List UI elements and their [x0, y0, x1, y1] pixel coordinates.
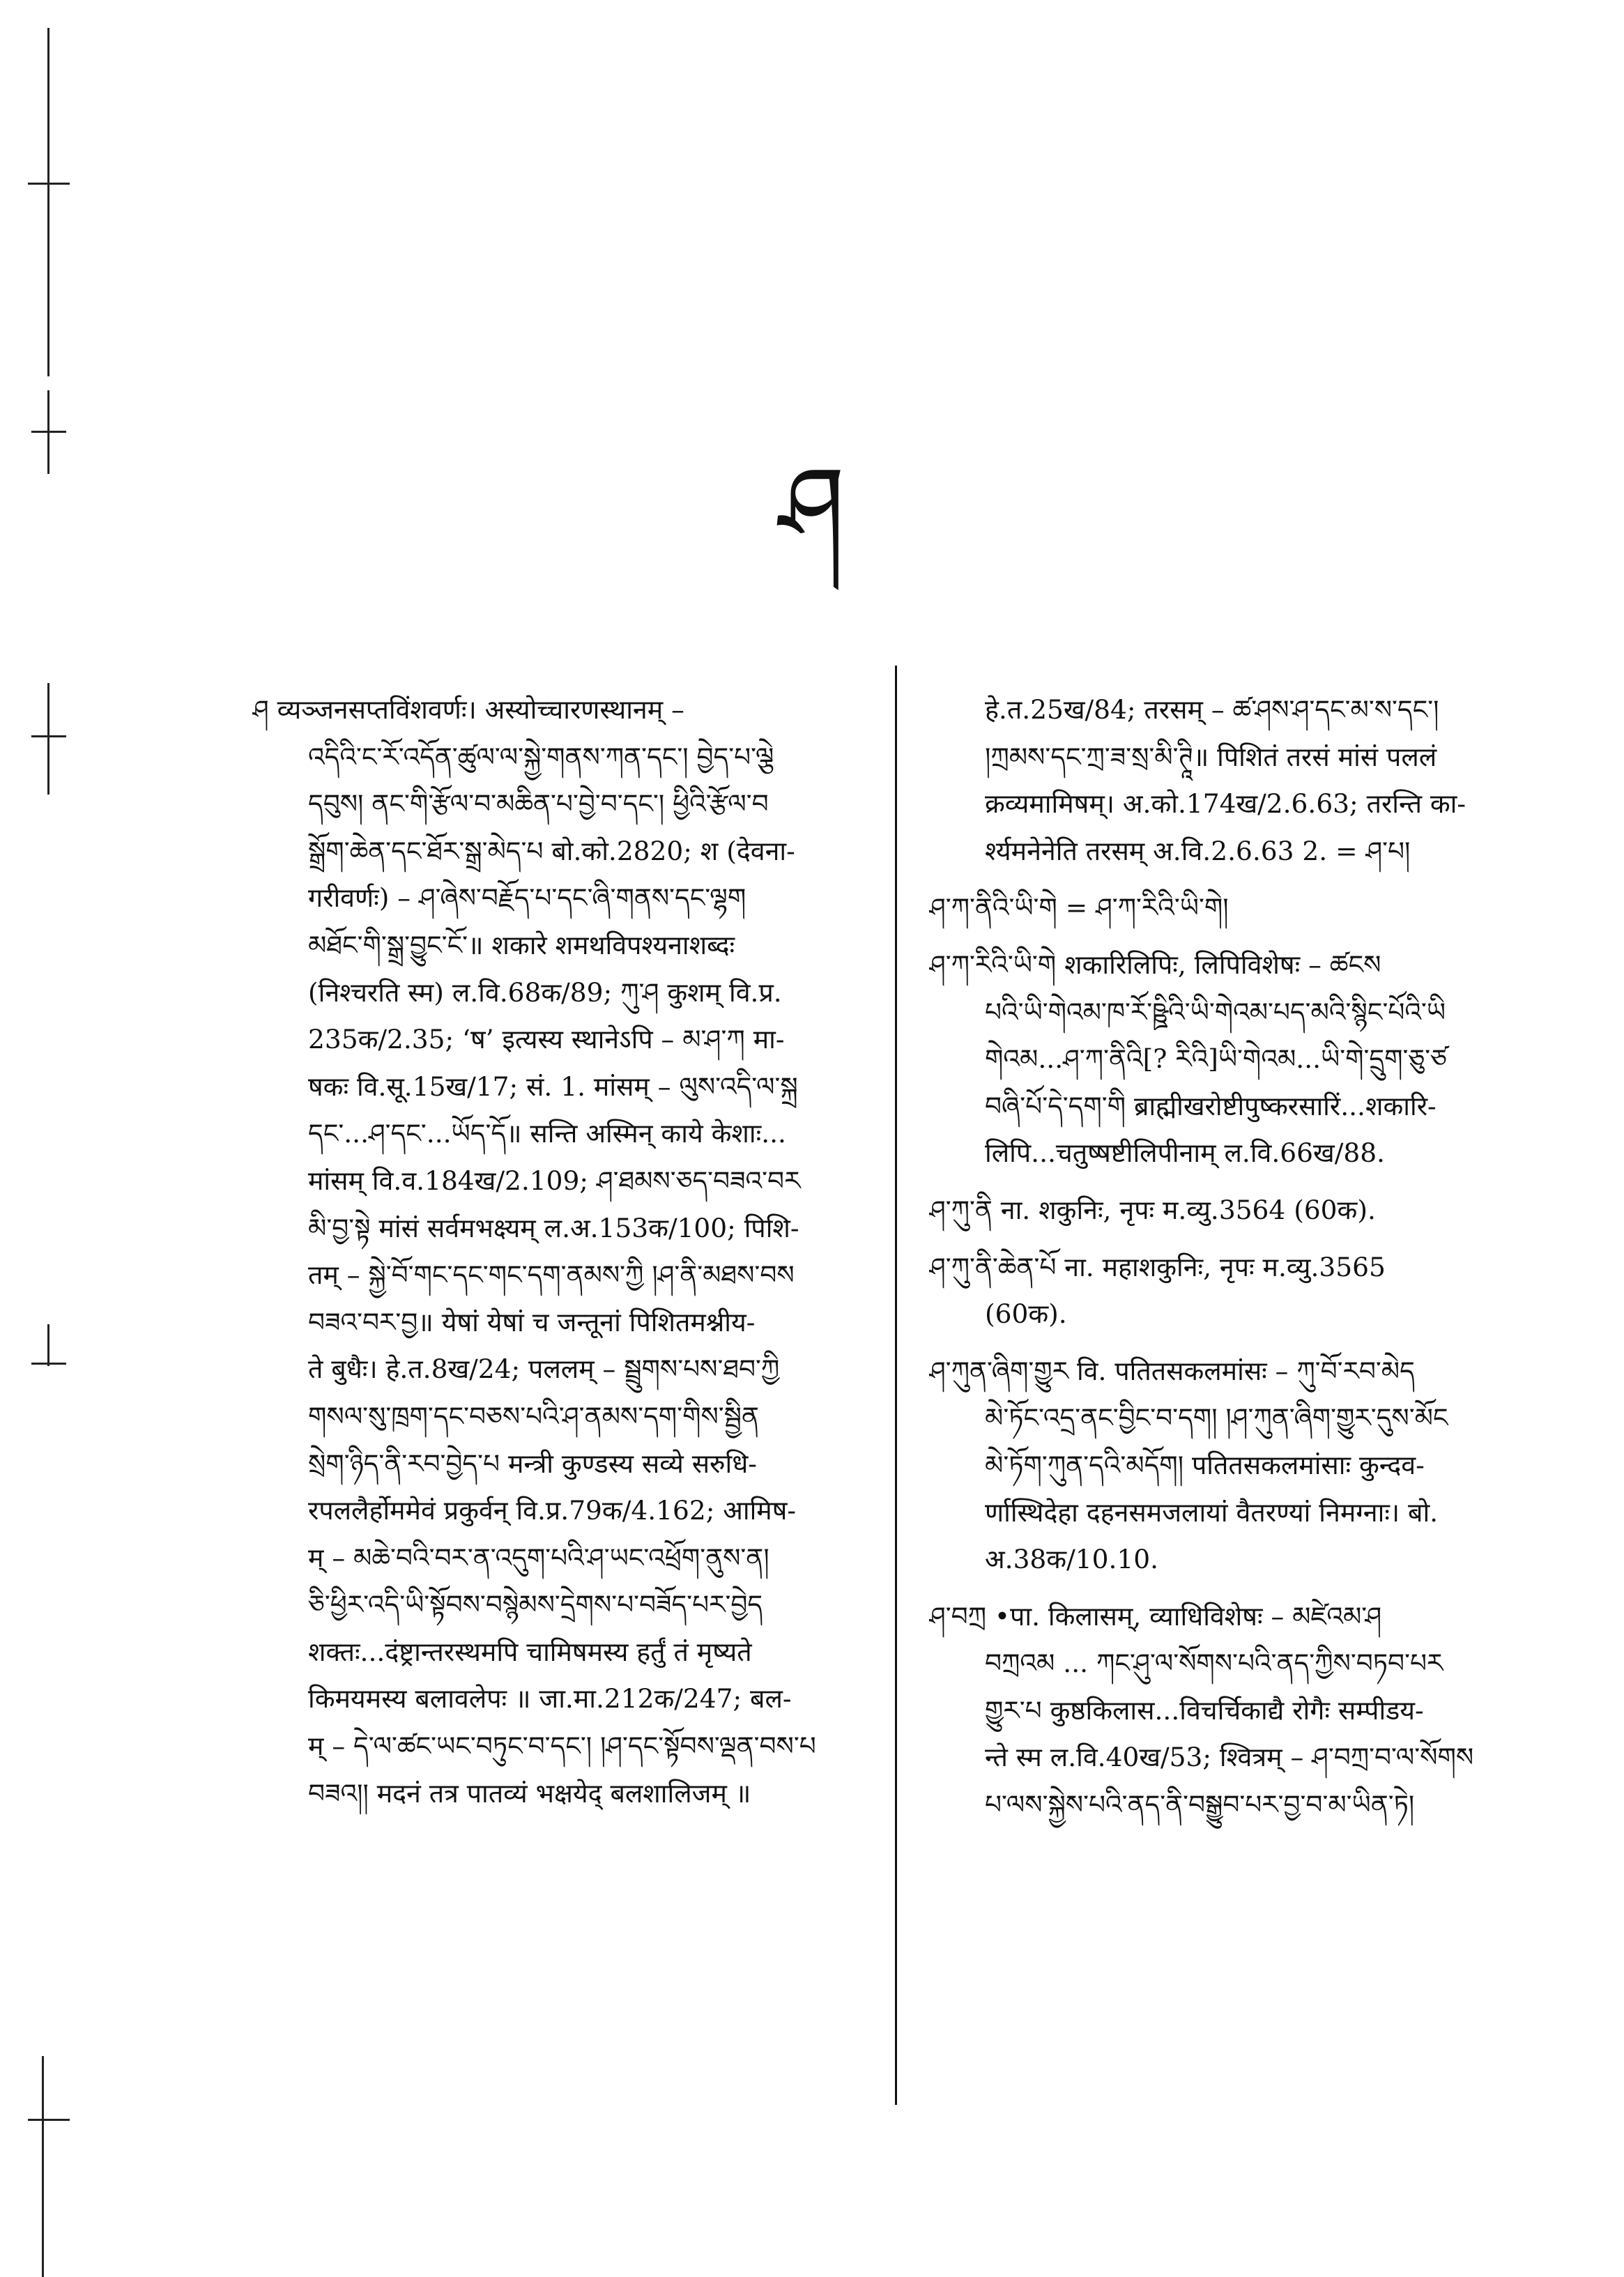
text-line: པའི་ཡི་གེའམ་ཁ་རོ་ཥྛིའི་ཡི་གེའམ་པད་མའི་སྙིང་པོའི་ཡི	[985, 996, 1446, 1027]
text-line: གསལ་སུ་ཁྲག་དང་བཅས་པའི་ཤ་ནམས་དག་གིས་སྦྱིན	[308, 1400, 759, 1432]
text-line: །ཀྲམས་དང་ཀྲ་ཟ་སྲ་མི་ཊཱི॥ पिशितं तरसं मांसं पललं	[985, 741, 1437, 772]
entry-line: ཤ་ཀུ་ནི ना. शकुनिः, नृपः म.व्यु.3564 (60क).	[929, 1194, 1376, 1225]
margin-rule	[42, 2056, 44, 2277]
text-line: रपललैर्होममेवं प्रकुर्वन् वि.प्र.79क/4.162; आमिष-	[308, 1495, 797, 1526]
left-column	[252, 687, 866, 1817]
entry-line: ཤ་བཀྲ •पा. किलासम्, व्याधिविशेषः – མཛེའམ་ཤ	[929, 1600, 1382, 1632]
margin-rule	[47, 683, 49, 795]
right-column	[929, 687, 1542, 1829]
text-line: किमयमस्य बलावलेपः ॥ जा.मा.212क/247; बल-	[308, 1683, 792, 1715]
text-line: ते बुधैः। हे.त.8ख/24; पललम् – སྦྲུགས་པས་ཐབ་ཀྱི	[308, 1354, 780, 1385]
text-line: शक्तः...दंष्ट्रान्तरस्थमपि चामिषमस्य हर्तुं तं मृष्यते	[308, 1636, 752, 1667]
text-line: गरीवर्णः) – ཤ་ཞེས་བརྗོད་པ་དང་ཞི་གནས་དང་ལྷག	[308, 882, 746, 914]
text-line: न्ते स्म ल.वि.40ख/53; श्वित्रम् – ཤ་བཀྲ་བ་ལ་སོགས	[985, 1742, 1474, 1773]
text-line: ཅི་ཕྱིར་འདི་ཡི་སྟོབས་བསྙེམས་དྲེགས་པ་བཟོད་པར་བྱེད	[308, 1589, 763, 1620]
margin-tick	[31, 735, 66, 737]
text-line: क्रव्यमामिषम्। अ.को.174ख/2.6.63; तरन्ति का-	[985, 788, 1466, 820]
text-line: र्श्यमनेनेति तरसम् अ.वि.2.6.63 2. = ཤ་པ།	[985, 835, 1411, 866]
margin-tick	[31, 431, 66, 433]
text-line: བཀྲའམ ... ཀང་ཤུ་ལ་སོགས་པའི་ནད་ཀྱིས་བཏབ་པར	[985, 1648, 1443, 1679]
text-line: མཐོང་གི་སྒྲ་བྱུང་ངོ་॥ शकारे शमथविपश्यनाशब्दः	[308, 929, 735, 960]
text-line: པ་ལས་སྐྱེས་པའི་ནད་ནི་བསྒྱུབ་པར་བྱ་བ་མ་ཡིན་ཏེ།	[985, 1789, 1415, 1820]
margin-tick	[28, 183, 70, 185]
text-line: མེ་ཏོང་འདྲ་ནང་བྱིང་བ་དག། །ཤ་ཀུན་ཞིག་གྱུར་དུས་མོང	[985, 1402, 1448, 1434]
margin-tick	[31, 1363, 66, 1365]
text-line: र्णास्थिदेहा दहनसमजलायां वैतरण्यां निमग्नाः। बो.	[985, 1496, 1439, 1528]
text-line: གྱུར་པ कुष्ठकिलास...विचर्चिकाद्यै रोगैः सम्पीडय-	[985, 1694, 1424, 1726]
text-line: བཟའ།། मदनं तत्र पातव्यं भक्षयेद् बलशालिजम् ॥	[308, 1777, 751, 1809]
text-line: དང་...ཤ་དང་...ཡོད་དོ॥ सन्ति अस्मिन् काये केशाः...	[308, 1118, 786, 1149]
text-line: སྲེག་ཉིད་ནི་རབ་བྱེད་པ मन्त्री कुण्डस्य सव्ये सरुधि-	[308, 1448, 757, 1479]
text-line: (60क).	[985, 1298, 1067, 1330]
section-letter-heading: ཤ	[779, 445, 845, 566]
text-line: मांसम् वि.व.184ख/2.109; ཤ་ཐམས་ཅད་བཟའ་བར	[308, 1165, 801, 1196]
text-line: लिपि...चतुष्षष्टीलिपीनाम् ल.वि.66ख/88.	[985, 1137, 1385, 1169]
entry-line: ཤ་ཀུ་ནི་ཆེན་པོ ना. महाशकुनिः, नृपः म.व्यु.3565	[929, 1251, 1386, 1282]
text-line: (निश्चरति स्म) ल.वि.68क/89; ཀུ་ཤ कुशम् वि.प्र.	[308, 976, 782, 1008]
text-line: म् – མཆེ་བའི་བར་ན་འདུག་པའི་ཤ་ཡང་འཕྲོག་ནུས་ན།	[308, 1542, 769, 1573]
text-line: མི་བྱ་སྟེ मांसं सर्वमभक्ष्यम् ल.अ.153क/100; पिशि-	[308, 1212, 799, 1243]
text-line: म् – དེ་ལ་ཚང་ཡང་བཏུང་བ་དང་། །ཤ་དང་སྟོབས་ལྡན་བས་པ	[308, 1731, 816, 1762]
margin-rule	[47, 28, 49, 376]
text-line: བཞི་པོ་དེ་དག་གི ब्राह्मीखरोष्टीपुष्करसारिं...शकारि-	[985, 1090, 1437, 1121]
entry-line: ཤ་ཀུན་ཞིག་གྱུར वि. पतितसकलमांसः – ཀུ་བོ་རབ་མེད	[929, 1355, 1415, 1386]
margin-tick	[28, 2119, 70, 2121]
text-line: འདིའི་ང་རོ་འདོན་ཚུལ་ལ་སྐྱེ་གནས་ཀན་དང་། བྱེད་པ་ལྕེ	[308, 741, 774, 772]
text-line: हे.त.25ख/84; तरसम् – ཚ་ཤས་ཤ་དང་མ་ས་དང་།	[985, 694, 1439, 725]
text-line: तम् – སྐྱེ་བོ་གང་དང་གང་དག་ནམས་ཀྱི །ཤ་ནི་མཐས་བས	[308, 1259, 795, 1291]
text-line: གེའམ...ཤ་ཀ་ནིའི[? རིའི]ཡི་གེའམ...ཡི་གེ་དྲུག་ཅུ་ཙ	[985, 1043, 1447, 1075]
text-line: षकः वि.सू.15ख/17; सं. 1. मांसम् – ལུས་འདི་ལ་སྐྲ	[308, 1071, 798, 1102]
text-line: अ.38क/10.10.	[985, 1544, 1158, 1575]
margin-rule	[47, 1324, 49, 1366]
text-line: ཤ व्यञ्जनसप्तविंशवर्णः। अस्योच्चारणस्थानम् –	[252, 694, 684, 725]
text-line: སྒྲོག་ཆེན་དང་ཐོར་སྒྲ་མེད་པ बो.को.2820; श (देवना-	[308, 835, 795, 866]
column-divider	[895, 666, 897, 2105]
entry-line: ཤ་ཀ་ནིའི་ཡི་གེ = ཤ་ཀ་རིའི་ཡི་གེ།	[929, 892, 1229, 923]
entry-line: ཤ་ཀ་རིའི་ཡི་གེ शकारिलिपिः, लिपिविशेषः – ཚངས	[929, 949, 1381, 980]
text-line: དབུས། ནང་གི་རྩོལ་བ་མཆིན་པ་བྱེ་བ་དང་། ཕྱིའི་རྩོལ་བ	[308, 788, 769, 820]
text-line: མེ་ཏོག་ཀུན་དའི་མདོག། पतितसकलमांसाः कुन्दव-	[985, 1449, 1425, 1480]
text-line: 235क/2.35; ‘ष’ इत्यस्य स्थानेऽपि – མ་ཤ་ཀ मा-	[308, 1024, 785, 1055]
text-line: བཟའ་བར་བྱ॥ येषां येषां च जन्तूनां पिशितमश्नीय-	[308, 1306, 756, 1337]
